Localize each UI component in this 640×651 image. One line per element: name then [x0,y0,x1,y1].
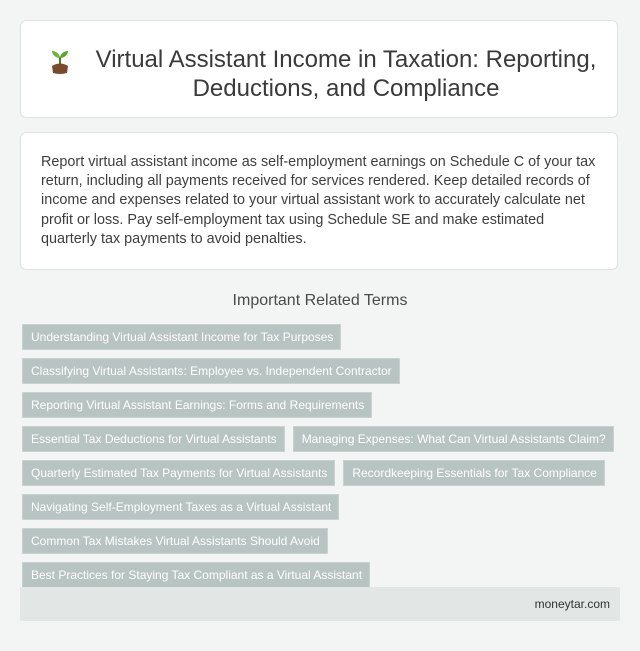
footer [20,587,620,621]
term-tag[interactable]: Best Practices for Staying Tax Compliant as a Virtual Assistant [22,562,370,588]
term-tag[interactable]: Common Tax Mistakes Virtual Assistants Should Avoid [22,528,328,554]
term-row [22,426,622,452]
term-tag[interactable]: Reporting Virtual Assistant Earnings: Forms and Requirements [22,392,372,418]
term-row [22,528,622,554]
term-tag[interactable]: Navigating Self-Employment Taxes as a Virtual Assistant [22,494,339,520]
footer-site-link[interactable]: moneytar.com [534,597,610,611]
term-row [22,562,622,588]
related-terms-list [22,324,622,596]
term-row [22,358,622,384]
summary-card [20,132,618,270]
term-tag[interactable]: Managing Expenses: What Can Virtual Assistants Claim? [293,426,614,452]
term-row [22,460,622,486]
term-row [22,494,622,520]
term-tag[interactable]: Essential Tax Deductions for Virtual Assistants [22,426,285,452]
term-row [22,392,622,418]
term-tag[interactable]: Quarterly Estimated Tax Payments for Virtual Assistants [22,460,335,486]
seedling-icon [46,47,74,75]
term-tag[interactable]: Classifying Virtual Assistants: Employee vs. Independent Contractor [22,358,400,384]
summary-text: Report virtual assistant income as self-employment earnings on Schedule C of your tax return, including all payments received for services rendered. Keep detailed records of income and expenses related to your virtual assistant work to accurately calculate net profit or loss. Pay self-employment tax using Schedule SE and make estimated quarterly tax payments to avoid penalties. [41,154,596,247]
term-tag[interactable]: Recordkeeping Essentials for Tax Compliance [343,460,605,486]
related-terms-heading: Important Related Terms [232,292,408,309]
term-tag[interactable]: Understanding Virtual Assistant Income for Tax Purposes [22,324,341,350]
page-title: Virtual Assistant Income in Taxation: Reporting, Deductions, and Compliance [95,46,597,102]
title-card [20,20,618,118]
term-row [22,324,622,350]
